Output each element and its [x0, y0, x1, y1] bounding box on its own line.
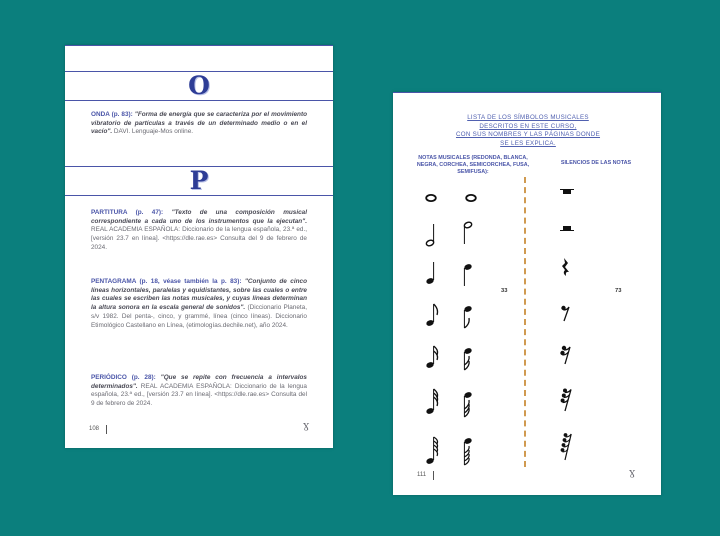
glossary-entry: [91, 374, 307, 409]
eighth-note-icon: [425, 302, 441, 328]
entry-term: PARTITURA (p. 47):: [91, 209, 164, 216]
entry-source: REAL ACADEMIA ESPAÑOLA: Diccionario de la lengua española, 23.ª ed., [versión 23.7 en línea]. <https://dle.rae.es> Consulta del 9 de febrero de 2024.: [91, 382, 307, 408]
notes-page-reference: 33: [501, 288, 508, 294]
title-line: CON SUS NOMBRES Y LAS PÁGINAS DONDE: [455, 131, 601, 139]
entry-source: DAVI. Lenguaje-Mos online.: [112, 128, 194, 136]
page-number-rule: [433, 471, 434, 480]
glossary-entry: [91, 111, 307, 137]
entry-definition: "Que se repite con frecuencia a intervalos determinados".: [91, 374, 307, 390]
glossary-entry: [91, 278, 307, 330]
entry-source: REAL ACADEMIA ESPAÑOLA: Diccionario de la lengua española, 23.ª ed., [versión 23.7 en línea]. <https://dle.rae.es> Consulta del 9 de febrero de 2024.: [91, 226, 307, 251]
section-band-p: [65, 166, 333, 196]
symbols-page-right: [393, 92, 661, 495]
sixteenth-note-icon: [463, 346, 477, 372]
top-rule: [65, 45, 333, 46]
title-line: SE LES EXPLICA.: [500, 139, 556, 147]
sixteenth-note-icon: [425, 344, 441, 370]
entry-definition: "Forma de energía que se caracteriza por el movimiento vibratorio de partículas a través de un determinado medio o en el vacío".: [91, 111, 307, 136]
quarter-note-icon: [425, 260, 439, 286]
thirty-second-note-icon: [463, 390, 477, 418]
section-letter-p: P: [189, 166, 209, 195]
section-letter-o: O: [188, 71, 210, 100]
symbols-list-title: [433, 114, 623, 148]
whole-note-icon: [423, 192, 439, 204]
eighth-rest-icon: [560, 304, 572, 322]
notes-column-heading: NOTAS MUSICALES (REDONDA, BLANCA, NEGRA, CORCHEA, SEMICORCHEA, FUSA, SEMIFUSA):: [416, 155, 530, 176]
quarter-note-icon: [463, 262, 477, 288]
sixty-fourth-rest-icon: [560, 432, 572, 462]
half-note-icon: [425, 222, 439, 248]
corner-flourish-icon: Ɣ: [303, 423, 310, 433]
section-band-o: [65, 71, 333, 101]
eighth-note-icon: [463, 304, 477, 330]
whole-note-icon: [463, 192, 479, 204]
glossary-page-left: [65, 45, 333, 448]
thirty-second-note-icon: [425, 388, 441, 416]
title-line: LISTA DE LOS SÍMBOLOS MUSICALES: [467, 114, 589, 121]
entry-definition: "Conjunto de cinco líneas horizontales, paralelas y equidistantes, sobre las cuales o entre las cuales se escriben las notas musicales, y cuyas líneas determinan la altura sonora en la escala general de sonidos".: [91, 278, 307, 312]
entry-term: ONDA (p. 83):: [91, 111, 133, 118]
half-note-icon: [463, 220, 477, 246]
entry-term: PERIÓDICO (p. 28):: [91, 374, 156, 381]
sixty-fourth-note-icon: [425, 436, 441, 466]
whole-rest-icon: [559, 188, 575, 198]
glossary-entry: [91, 209, 307, 253]
entry-source: (Diccionario Planeta, s/v 1982. Del penta-, cinco, y grammé, línea (cinco líneas). Diccionario Etimológico Castellano en Línea, (etimologías.dechile.net), año 2024.: [91, 304, 307, 329]
corner-flourish-icon: Ɣ: [629, 470, 636, 480]
entry-definition: "Texto de una composición musical correspondiente a cada uno de los instrumentos que la ejecutan".: [91, 209, 307, 225]
entry-term: PENTAGRAMA (p. 18, véase también la p. 83):: [91, 278, 242, 285]
page-number-rule: [106, 425, 107, 434]
thirty-second-rest-icon: [560, 387, 572, 413]
rests-column-heading: SILENCIOS DE LAS NOTAS: [560, 160, 632, 166]
page-number: 108: [89, 426, 100, 432]
page-number: 111: [417, 472, 427, 478]
sixty-fourth-note-icon: [463, 436, 477, 466]
title-line: DESCRITOS EN ESTE CURSO,: [479, 122, 577, 130]
rests-page-reference: 73: [615, 288, 622, 294]
sixteenth-rest-icon: [560, 344, 572, 366]
top-rule: [393, 92, 661, 93]
quarter-rest-icon: [561, 257, 571, 279]
half-rest-icon: [559, 224, 575, 234]
column-divider: [524, 177, 526, 467]
